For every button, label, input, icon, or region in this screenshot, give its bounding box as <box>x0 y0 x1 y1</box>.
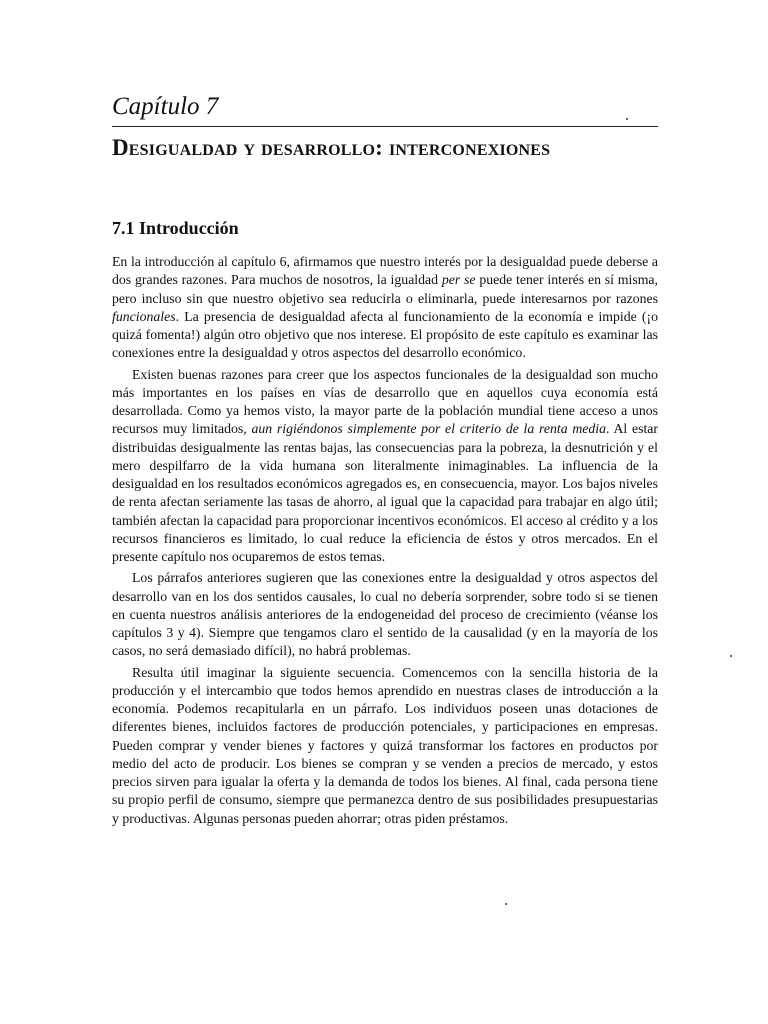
italic-text: funcionales <box>112 308 176 324</box>
text-run: . La presencia de desigualdad afecta al funcionamiento de la economía e impide (¡o quizá fomenta!) algún otro objetivo que nos interese. El propósito de este capítulo es examinar las conexiones entre la desigualdad y otros aspectos del desarrollo económico. <box>112 308 658 361</box>
paragraph <box>112 664 658 828</box>
text-run: Existen buenas razones para creer que los aspectos funcionales de la desigualdad son mucho más importantes en los países en vías de desarrollo que en aquellos cuya economía está desarrollada. Como ya hemos visto, la mayor parte de la población mundial tiene acceso a unos recursos muy limitados, <box>112 366 658 437</box>
text-run: En la introducción al capítulo 6, afirmamos que nuestro interés por la desigualdad puede deberse a dos grandes razones. Para muchos de nosotros, la igualdad <box>112 254 658 288</box>
text-run: . Al estar distribuidas desigualmente las rentas bajas, las consecuencias para la pobreza, la desnutrición y el mero despilfarro de la vida humana son literalmente inimaginables. La influencia de la desigualdad en los resultados económicos agregados es, en consecuencia, mayor. Los bajos niveles de renta afectan seriamente las tasas de ahorro, al igual que la capacidad para trabajar en algo útil; también afectan la capacidad para proporcionar incentivos económicos. El acceso al crédito y a los recursos financieros es limitado, lo cual reduce la eficiencia de éstos y otros mercados. En el presente capítulo nos ocuparemos de estos temas. <box>112 421 659 564</box>
chapter-label: Capítulo 7 <box>112 93 219 120</box>
body-text <box>112 253 658 831</box>
italic-text: aun rigiéndonos simplemente por el criterio de la renta media <box>251 421 607 437</box>
chapter-rule <box>112 126 658 127</box>
italic-text: per se <box>441 272 476 288</box>
section-title: 7.1 Introducción <box>112 218 239 238</box>
chapter-title: Desigualdad y desarrollo: interconexiones <box>112 135 551 160</box>
scan-speck <box>505 903 507 905</box>
scan-speck <box>730 655 732 657</box>
text-run: Los párrafos anteriores sugieren que las conexiones entre la desigualdad y otros aspectos del desarrollo van en los dos sentidos causales, lo cual no debería sorprender, sobre todo si se tienen en cuenta nuestros análisis anteriores de la endogeneidad del proceso de crecimiento (véanse los capítulos 3 y 4). Siempre que tengamos claro el sentido de la causalidad (y en la mayoría de los casos, no será demasiado difícil), no habrá problemas. <box>112 570 658 659</box>
text-run: Resulta útil imaginar la siguiente secuencia. Comencemos con la sencilla historia de la producción y el intercambio que todos hemos aprendido en nuestras clases de introducción a la economía. Podemos recapitularla en un párrafo. Los individuos poseen unas dotaciones de diferentes bienes, incluidos factores de producción potenciales, y participaciones en empresas. Pueden comprar y vender bienes y factores y quizá transformar los factores en productos por medio del acto de producir. Los bienes se compran y se venden a precios de mercado, y estos precios sirven para igualar la oferta y la demanda de todos los bienes. Al final, cada persona tiene su propio perfil de consumo, siempre que permanezca dentro de sus posibilidades presupuestarias y productivas. Algunas personas pueden ahorrar; otras piden préstamos. <box>112 664 658 826</box>
scan-speck <box>626 118 628 120</box>
paragraph <box>112 569 658 660</box>
text-run: puede tener interés en sí misma, pero incluso sin que nuestro objetivo sea reducirla o eliminarla, puede interesarnos por razones <box>112 272 658 306</box>
paragraph <box>112 253 658 363</box>
paragraph <box>112 366 658 567</box>
